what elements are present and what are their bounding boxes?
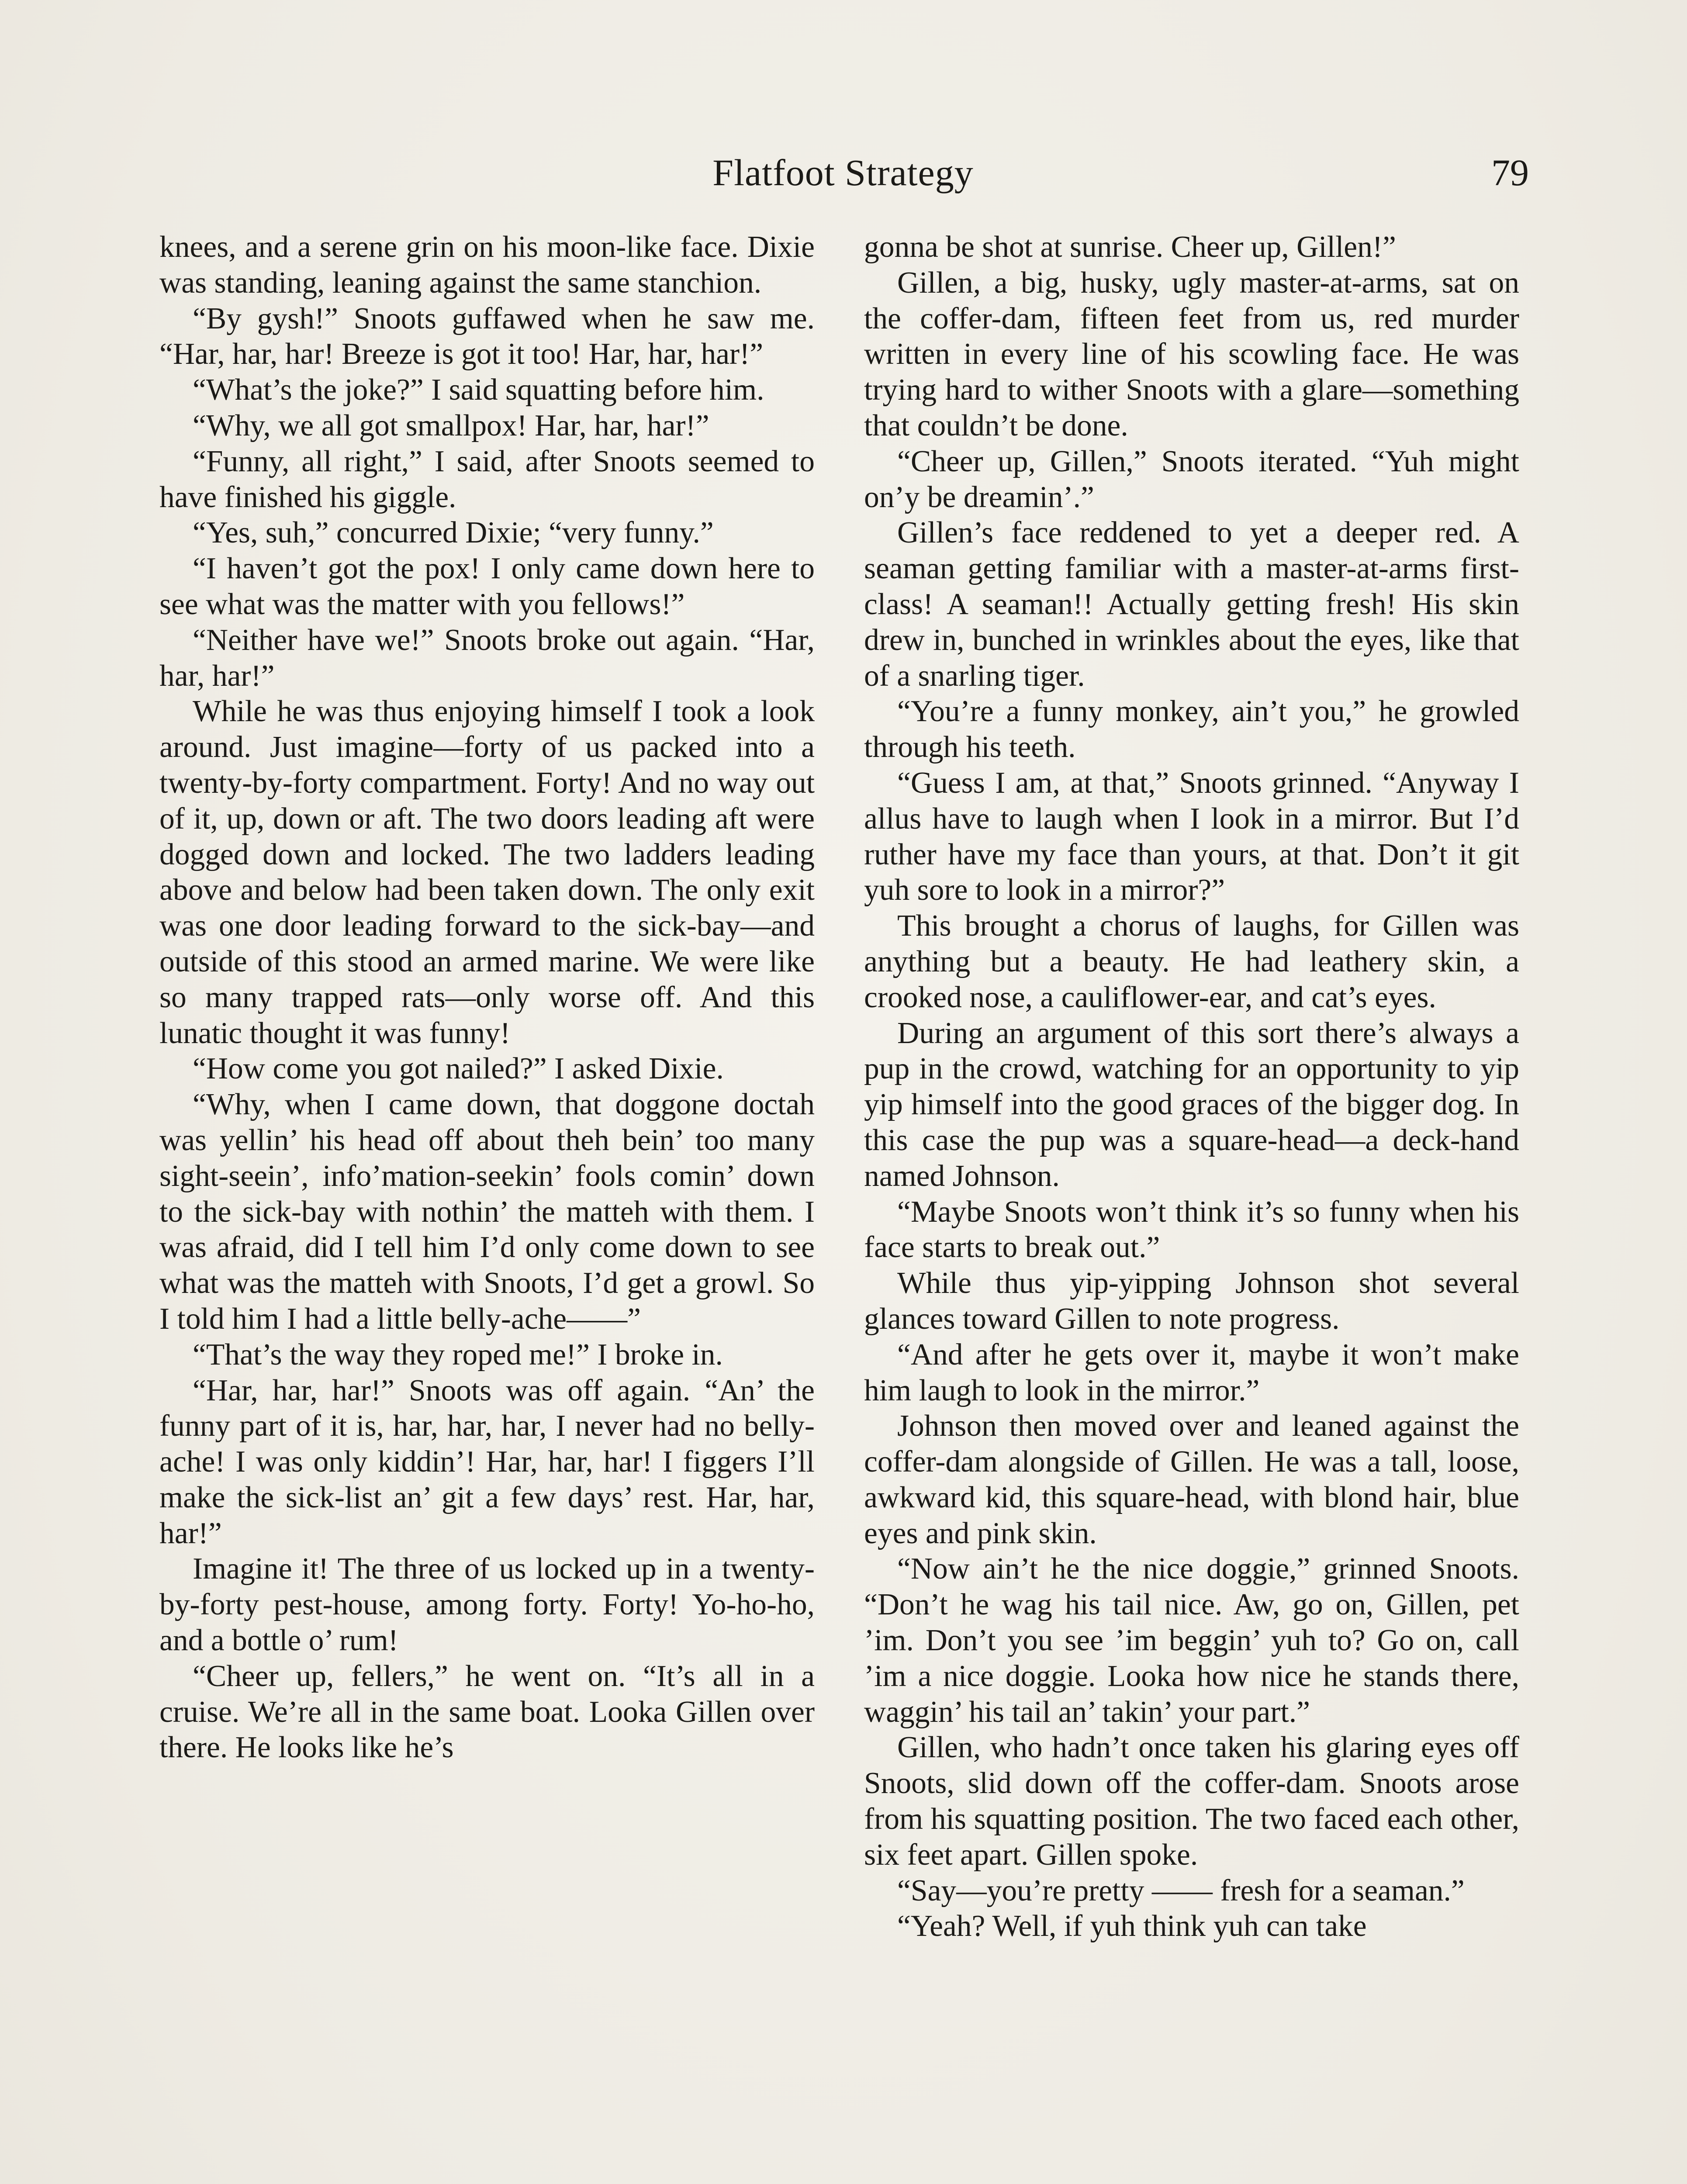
paragraph: “Now ain’t he the nice doggie,” grinned Snoots. “Don’t he wag his tail nice. Aw, go on, Gillen, pet ’im. Don’t you see ’im beggin’ yuh to? Go on, call ’im a nice doggie. Looka how nice he stands there, waggin’ his tail an’ takin’ your part.”	[864, 1552, 1519, 1729]
paragraph: Gillen, who hadn’t once taken his glaring eyes off Snoots, slid down off the coffer-dam. Snoots arose from his squatting position. The two faced each other, six feet apart. Gillen spoke.	[864, 1731, 1519, 1872]
right-column	[864, 229, 1519, 1944]
paragraph: “And after he gets over it, maybe it won’t make him laugh to look in the mirror.”	[864, 1337, 1519, 1407]
paragraph: Imagine it! The three of us locked up in a twenty-by-forty pest-house, among forty. Forty! Yo-ho-ho, and a bottle o’ rum!	[159, 1552, 815, 1658]
running-title: Flatfoot Strategy	[712, 152, 974, 194]
left-column	[159, 229, 815, 1766]
paragraph: “Har, har, har!” Snoots was off again. “An’ the funny part of it is, har, har, har, I never had no belly-ache! I was only kiddin’! Har, har, har! I figgers I’ll make the sick-list an’ git a few days’ rest. Har, har, har!”	[159, 1373, 815, 1550]
paragraph: “What’s the joke?” I said squatting before him.	[193, 373, 764, 407]
paragraph: “Why, when I came down, that doggone doctah was yellin’ his head off about theh bein’ too many sight-seein’, info’mation-seekin’ fools comin’ down to the sick-bay with nothin’ the matteh with them. I was afraid, did I tell him I’d only come down to see what was the matteh with Snoots, I’d get a growl. So I told him I had a little belly-ache——”	[159, 1088, 815, 1336]
paragraph: “That’s the way they roped me!” I broke in.	[193, 1337, 723, 1372]
paragraph: “You’re a funny monkey, ain’t you,” he growled through his teeth.	[864, 695, 1519, 764]
paragraph: During an argument of this sort there’s always a pup in the crowd, watching for an opportunity to yip yip himself into the good graces of the bigger dog. In this case the pup was a square-head—a deck-hand named Johnson.	[864, 1016, 1519, 1193]
paragraph: “Maybe Snoots won’t think it’s so funny when his face starts to break out.”	[864, 1195, 1519, 1265]
paragraph: “Yeah? Well, if yuh think yuh can take	[897, 1909, 1367, 1943]
paragraph: “Say—you’re pretty —— fresh for a seaman.”	[897, 1873, 1465, 1908]
paragraph: This brought a chorus of laughs, for Gillen was anything but a beauty. He had leathery skin, a crooked nose, a cauliflower-ear, and cat’s eyes.	[864, 909, 1519, 1014]
paragraph: “Neither have we!” Snoots broke out again. “Har, har, har!”	[159, 623, 815, 693]
paragraph: “Cheer up, fellers,” he went on. “It’s all in a cruise. We’re all in the same boat. Looka Gillen over there. He looks like he’s	[159, 1659, 815, 1765]
paragraph: “I haven’t got the pox! I only came down here to see what was the matter with you fellows!”	[159, 552, 815, 621]
paragraph: “Funny, all right,” I said, after Snoots seemed to have finished his giggle.	[159, 444, 815, 514]
paragraph: “Cheer up, Gillen,” Snoots iterated. “Yuh might on’y be dreamin’.”	[864, 444, 1519, 514]
paragraph: Gillen, a big, husky, ugly master-at-arms, sat on the coffer-dam, fifteen feet from us, red murder written in every line of his scowling face. He was trying hard to wither Snoots with a glare—something that couldn’t be done.	[864, 266, 1519, 442]
paragraph: Johnson then moved over and leaned against the coffer-dam alongside of Gillen. He was a tall, loose, awkward kid, this square-head, with blond hair, blue eyes and pink skin.	[864, 1409, 1519, 1550]
paragraph: “Yes, suh,” concurred Dixie; “very funny.”	[193, 516, 714, 550]
paragraph: “Why, we all got smallpox! Har, har, har!”	[193, 408, 709, 442]
running-head	[157, 144, 1529, 201]
paragraph: While thus yip-yipping Johnson shot several glances toward Gillen to note progress.	[864, 1266, 1519, 1336]
paragraph: While he was thus enjoying himself I took a look around. Just imagine—forty of us packed into a twenty-by-forty compartment. Forty! And no way out of it, up, down or aft. The two doors leading aft were dogged down and locked. The two ladders leading above and below had been taken down. The only exit was one door leading forward to the sick-bay—and outside of this stood an armed marine. We were like so many trapped rats—only worse off. And this lunatic thought it was funny!	[159, 695, 815, 1050]
paragraph: “How come you got nailed?” I asked Dixie.	[193, 1052, 724, 1086]
paragraph: gonna be shot at sunrise. Cheer up, Gillen!”	[864, 230, 1396, 264]
paragraph: “By gysh!” Snoots guffawed when he saw me. “Har, har, har! Breeze is got it too! Har, har, har!”	[159, 301, 815, 371]
page-number: 79	[1491, 152, 1529, 194]
paragraph: knees, and a serene grin on his moon-like face. Dixie was standing, leaning against the same stanchion.	[159, 230, 815, 300]
paragraph: “Guess I am, at that,” Snoots grinned. “Anyway I allus have to laugh when I look in a mirror. But I’d ruther have my face than yours, at that. Don’t it git yuh sore to look in a mirror?”	[864, 766, 1519, 907]
paragraph: Gillen’s face reddened to yet a deeper red. A seaman getting familiar with a master-at-arms first-class! A seaman!! Actually getting fresh! His skin drew in, bunched in wrinkles about the eyes, like that of a snarling tiger.	[864, 516, 1519, 693]
